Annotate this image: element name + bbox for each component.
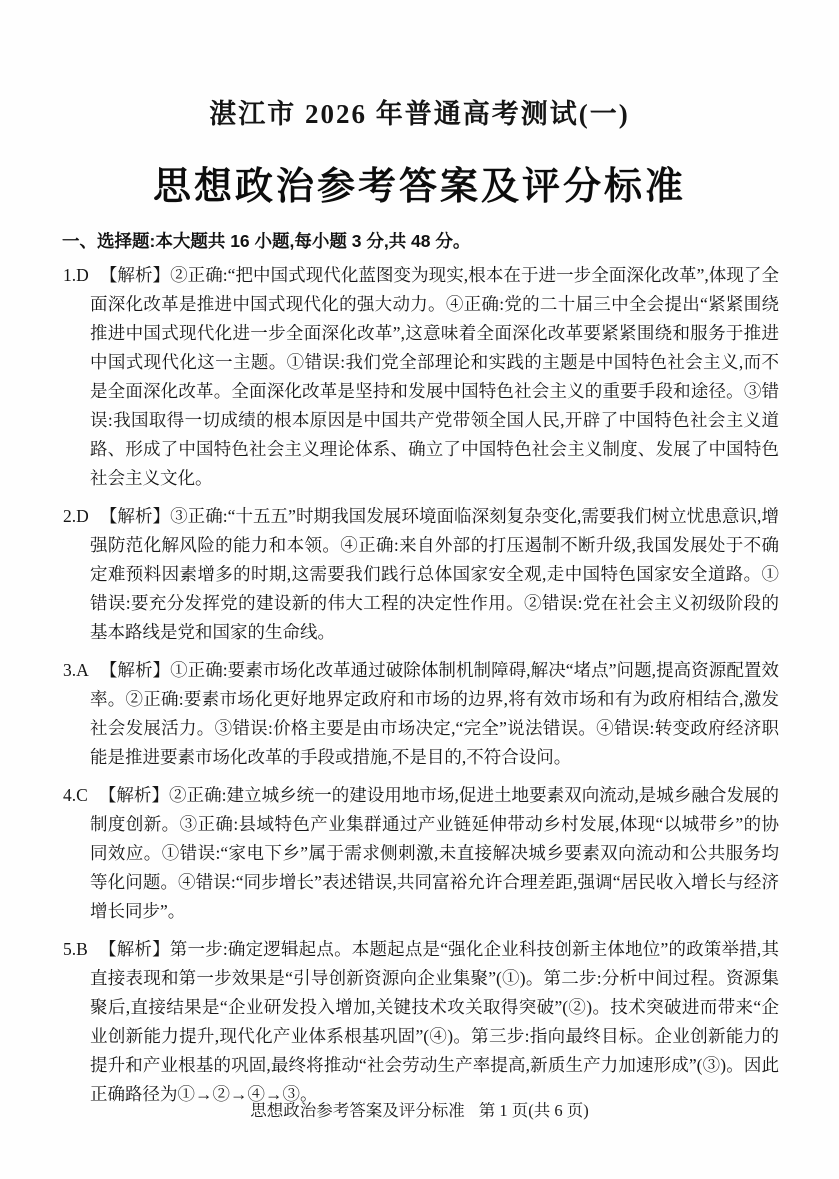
answer-item-3 bbox=[63, 656, 779, 772]
item-5-analysis: 【解析】第一步:确定逻辑起点。本题起点是“强化企业科技创新主体地位”的政策举措,其直接表现和第一步效果是“引导创新资源向企业集聚”(①)。第二步:分析中间过程。资源集聚后,直接结果是“企业研发投入增加,关键技术攻关取得突破”(②)。技术突破进而带来“企业创新能力提升,现代化产业体系根基巩固”(④)。第三步:指向最终目标。企业创新能力的提升和产业根基的巩固,最终将推动“社会劳动生产率提高,新质生产力加速形成”(③)。因此正确路径为①→②→④→③。 bbox=[90, 939, 779, 1104]
exam-title: 湛江市 2026 年普通高考测试(一) bbox=[209, 99, 630, 129]
item-2-analysis: 【解析】③正确:“十五五”时期我国发展环境面临深刻复杂变化,需要我们树立忧患意识,增强防范化解风险的能力和本领。④正确:来自外部的打压遏制不断升级,我国发展处于不确定难预料因素增多的时期,这需要我们践行总体国家安全观,走中国特色国家安全道路。①错误:要充分发挥党的建设新的伟大工程的决定性作用。②错误:党在社会主义初级阶段的基本路线是党和国家的生命线。 bbox=[90, 506, 779, 642]
item-1-number-answer: 1.D bbox=[63, 265, 89, 285]
item-3-analysis: 【解析】①正确:要素市场化改革通过破除体制机制障碍,解决“堵点”问题,提高资源配置效率。②正确:要素市场化更好地界定政府和市场的边界,将有效市场和有为政府相结合,激发社会发展活力。③错误:价格主要是由市场决定,“完全”说法错误。④错误:转变政府经济职能是推进要素市场化改革的手段或措施,不是目的,不符合设问。 bbox=[90, 660, 779, 767]
item-4-analysis: 【解析】②正确:建立城乡统一的建设用地市场,促进土地要素双向流动,是城乡融合发展的制度创新。③正确:县域特色产业集群通过产业链延伸带动乡村发展,体现“以城带乡”的协同效应。①错误:“家电下乡”属于需求侧刺激,未直接解决城乡要素双向流动和公共服务均等化问题。④错误:“同步增长”表述错误,共同富裕允许合理差距,强调“居民收入增长与经济增长同步”。 bbox=[90, 785, 779, 921]
answer-item-1 bbox=[63, 261, 779, 493]
section-heading-multiple-choice: 一、选择题:本大题共 16 小题,每小题 3 分,共 48 分。 bbox=[62, 231, 471, 251]
footer-doc-title: 思想政治参考答案及评分标准 bbox=[250, 1101, 465, 1120]
answer-item-4 bbox=[63, 781, 779, 926]
item-1-analysis: 【解析】②正确:“把中国式现代化蓝图变为现实,根本在于进一步全面深化改革”,体现了全面深化改革是推进中国式现代化的强大动力。④正确:党的二十届三中全会提出“紧紧围绕推进中国式现代化进一步全面深化改革”,这意味着全面深化改革要紧紧围绕和服务于推进中国式现代化这一主题。①错误:我们党全部理论和实践的主题是中国特色社会主义,而不是全面深化改革。全面深化改革是坚持和发展中国特色社会主义的重要手段和途径。③错误:我国取得一切成绩的根本原因是中国共产党带领全国人民,开辟了中国特色社会主义道路、形成了中国特色社会主义理论体系、确立了中国特色社会主义制度、发展了中国特色社会主义文化。 bbox=[90, 265, 779, 488]
answer-item-5 bbox=[63, 935, 779, 1109]
answer-item-2 bbox=[63, 502, 779, 647]
page-title: 思想政治参考答案及评分标准 bbox=[152, 166, 686, 208]
item-2-number-answer: 2.D bbox=[63, 506, 89, 526]
item-5-number-answer: 5.B bbox=[63, 939, 88, 959]
page-footer bbox=[0, 1097, 839, 1121]
answer-item-list bbox=[63, 261, 779, 1109]
item-4-number-answer: 4.C bbox=[63, 785, 88, 805]
footer-page-number: 第 1 页(共 6 页) bbox=[478, 1101, 589, 1120]
item-3-number-answer: 3.A bbox=[63, 660, 89, 680]
